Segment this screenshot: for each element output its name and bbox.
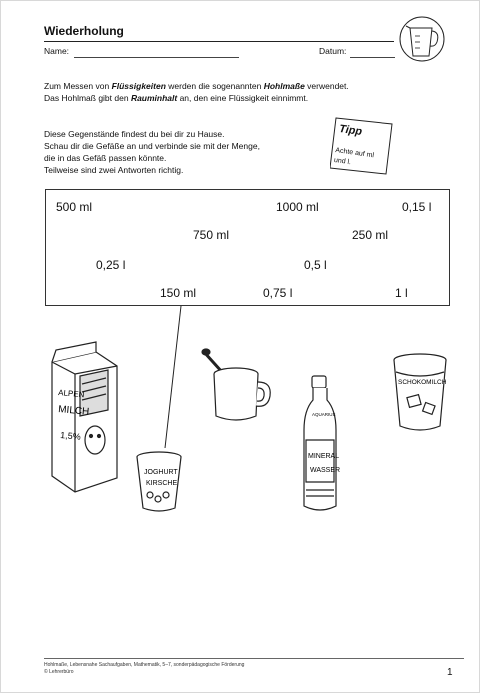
task-line-2: Schau dir die Gefäße an und verbinde sie mit der Menge, [44,141,260,151]
option-750ml[interactable]: 750 ml [193,228,230,242]
name-label: Name: [44,46,70,56]
option-250ml[interactable]: 250 ml [352,228,389,242]
chocolate-milk-cup [394,354,446,430]
footer-rule [44,658,464,659]
option-500ml[interactable]: 500 ml [56,200,93,214]
milk-label-2: MILCH [57,404,90,418]
option-1000ml[interactable]: 1000 ml [276,200,319,214]
tip-title: Tipp [338,123,363,139]
task-line-4: Teilweise sind zwei Antworten richtig. [44,165,184,175]
intro-line-1: Zum Messen von Flüssigkeiten werden die sogenannten Hohlmaße verwendet. [44,81,349,91]
water-bottle [304,376,336,510]
date-label: Datum: [319,46,347,56]
bottle-cap-label: AQUARIUS [312,412,336,417]
mug [202,349,270,420]
option-0-15l[interactable]: 0,15 l [402,200,432,214]
option-0-25l[interactable]: 0,25 l [96,258,126,272]
footer: Hohlmaße, Lebensnahe Sachaufgaben, Mathematik, 5–7, sonderpädagogische Förderung © Lehrerbüro [44,662,245,675]
task-line-1: Diese Gegenstände findest du bei dir zu Hause. [44,129,225,139]
page-title: Wiederholung [44,24,124,38]
bottle-label-1: MINERAL [308,453,340,460]
option-1l[interactable]: 1 l [395,286,408,300]
intro-line-2: Das Hohlmaß gibt den Rauminhalt an, den eine Flüssigkeit einnimmt. [44,93,309,103]
milk-label-1: ALPEN [57,388,85,400]
yoghurt-label-1: JOGHURT [144,469,178,476]
page-number: 1 [447,667,453,678]
connection-line [165,306,181,448]
milk-label-3: 1,5% [59,430,82,442]
option-0-75l[interactable]: 0,75 l [263,286,293,300]
bottle-label-2: WASSER [310,467,341,474]
tip-text: Achte auf ml und l. [333,146,375,167]
task-line-3: die in das Gefäß passen könnte. [44,153,167,163]
option-0-5l[interactable]: 0,5 l [304,258,327,272]
yoghurt-label-2: KIRSCHE [146,480,178,487]
chocolate-label: SCHOKOMILCH [398,379,447,386]
option-150ml[interactable]: 150 ml [160,286,197,300]
